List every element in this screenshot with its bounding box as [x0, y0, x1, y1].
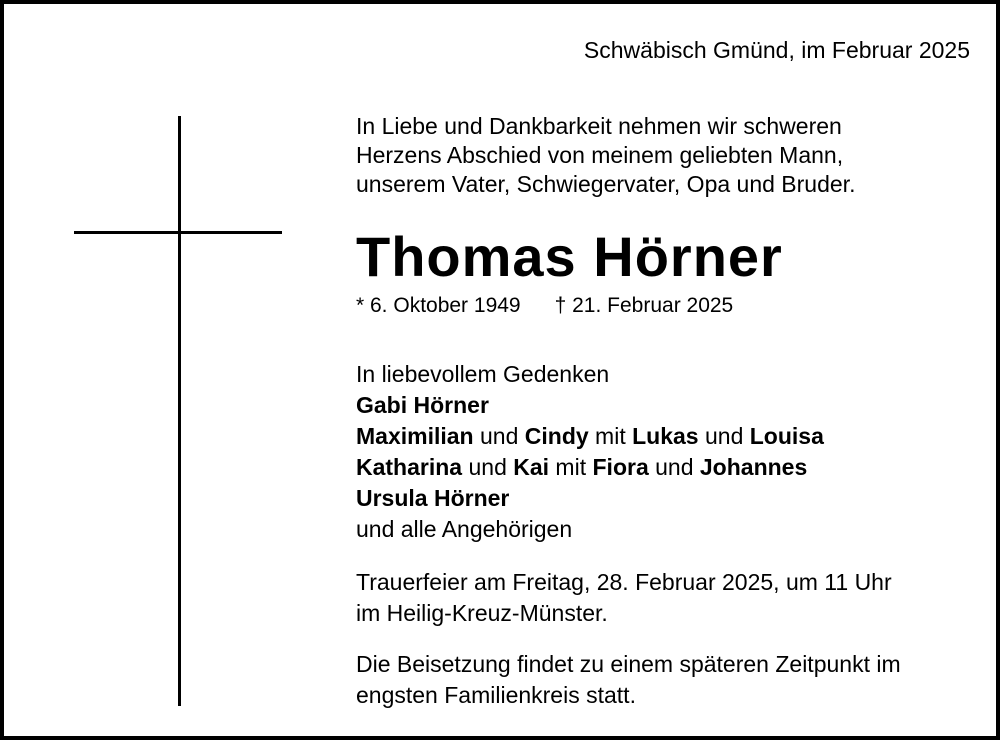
connector-text: und — [698, 423, 750, 449]
mourner-name: Katharina — [356, 454, 463, 480]
mourners-list — [356, 359, 986, 545]
cross-icon-vertical-bar — [178, 116, 181, 706]
death-date: † 21. Februar 2025 — [554, 294, 734, 317]
connector-text: und — [462, 454, 514, 480]
mourner-sibling: Ursula Hörner — [356, 485, 510, 511]
intro-text — [356, 112, 986, 199]
mourner-name: Cindy — [524, 423, 589, 449]
service-line: im Heilig-Kreuz-Münster. — [356, 600, 608, 626]
cross-icon-horizontal-bar — [74, 231, 282, 234]
mourner-name: Johannes — [699, 454, 808, 480]
mourner-name: Louisa — [749, 423, 824, 449]
mourner-name: Lukas — [632, 423, 699, 449]
life-dates — [356, 293, 986, 319]
deceased-name: Thomas Hörner — [356, 225, 783, 288]
intro-line: Herzens Abschied von meinem geliebten Mann, — [356, 142, 844, 168]
mourner-family-line — [356, 421, 986, 452]
mourners-heading: In liebevollem Gedenken — [356, 361, 610, 387]
connector-text: mit — [588, 423, 633, 449]
connector-text: mit — [549, 454, 593, 480]
mourners-others: und alle Angehörigen — [356, 516, 573, 542]
burial-info — [356, 649, 986, 711]
intro-line: unserem Vater, Schwiegervater, Opa und Bruder. — [356, 171, 856, 197]
birth-date: * 6. Oktober 1949 — [356, 294, 521, 317]
service-line: Trauerfeier am Freitag, 28. Februar 2025, um 11 Uhr — [356, 569, 892, 595]
mourner-name: Maximilian — [356, 423, 474, 449]
mourner-name: Fiora — [592, 454, 649, 480]
connector-text: und — [473, 423, 525, 449]
burial-line: Die Beisetzung findet zu einem späteren Zeitpunkt im — [356, 651, 901, 677]
mourner-name: Kai — [513, 454, 550, 480]
intro-line: In Liebe und Dankbarkeit nehmen wir schweren — [356, 113, 842, 139]
funeral-service-info — [356, 567, 986, 629]
place-date: Schwäbisch Gmünd, im Februar 2025 — [583, 37, 970, 63]
connector-text: und — [648, 454, 700, 480]
burial-line: engsten Familienkreis statt. — [356, 682, 636, 708]
mourner-family-line — [356, 452, 986, 483]
obituary-body — [356, 112, 986, 711]
mourner-wife: Gabi Hörner — [356, 392, 489, 418]
